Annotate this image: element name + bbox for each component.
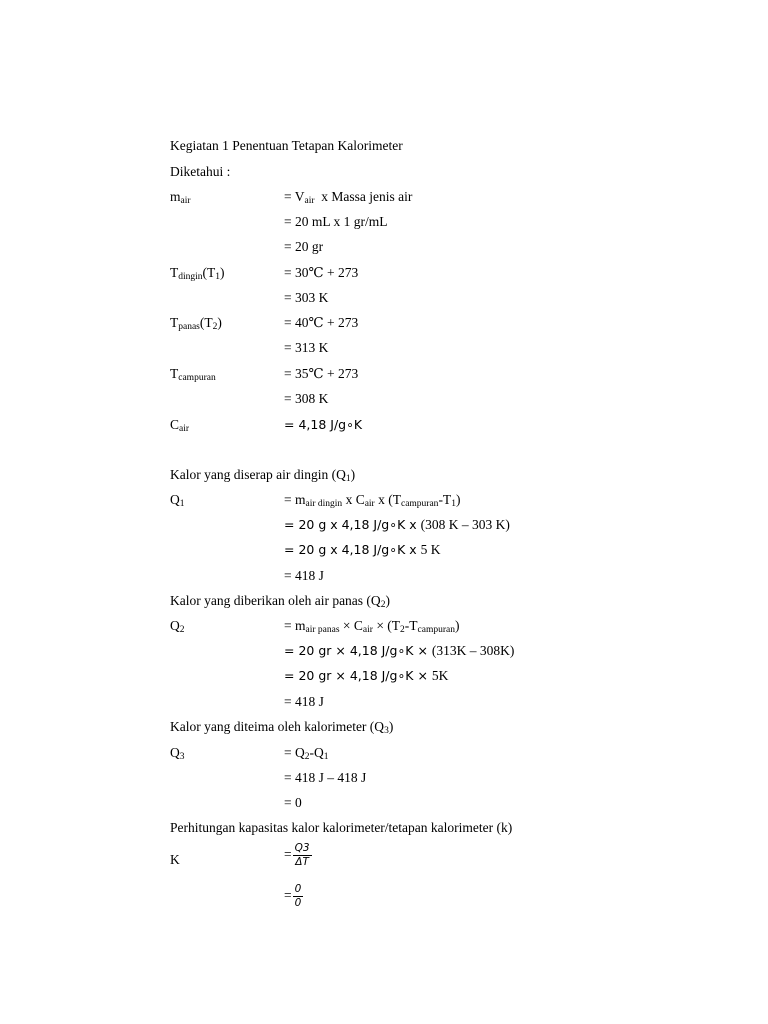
q1-eq-4: = 418 J: [284, 568, 324, 583]
known-heading: Diketahui :: [170, 164, 231, 179]
c-air-label: $C_{air}$: [170, 417, 190, 434]
q3-eq-2: = 418 J – 418 J: [284, 770, 367, 785]
m-air-label: $m_{air}$: [170, 189, 191, 206]
k-label: K: [170, 852, 180, 867]
fraction-zero-over-zero: $\frac{0}{0}$: [294, 883, 302, 909]
t-campuran-eq-2: = 308 K: [284, 391, 329, 406]
q1-eq-3: = 20 g x 4,18 J/g∘K x 5 K: [284, 542, 441, 557]
t2-label: $T_{panas}(T_2)$: [170, 315, 222, 332]
q2-eq-1: = $m_{air panas} \times C_{air} \times (T_2-T_{campuran})$: [284, 618, 460, 635]
q2-label: $Q_2$: [170, 618, 185, 635]
q2-eq-2: = 20 gr × 4,18 J/g∘K × (313K – 308K): [284, 643, 515, 658]
t-campuran-label: $T_{campuran}$: [170, 366, 216, 383]
t1-label: $T_{dingin}(T_1)$: [170, 265, 225, 282]
k-eq-2: = $\frac{0}{0}$: [284, 883, 302, 909]
t2-eq-1: = 40℃ + 273: [284, 315, 359, 330]
q1-label: $Q_1$: [170, 492, 185, 509]
q3-eq-1: = $Q_2-Q_1$: [284, 745, 329, 762]
c-air-eq-1: = 4,18 J/g∘K: [284, 417, 363, 432]
page-title: Kegiatan 1 Penentuan Tetapan Kalorimeter: [170, 138, 403, 153]
q1-eq-1: = $m_{air dingin}$ x $C_{air}$ x $(T_{campuran}-T_1)$: [284, 492, 461, 509]
t1-eq-1: = 30℃ + 273: [284, 265, 359, 280]
q1-heading: Kalor yang diserap air dingin $(Q_1)$: [170, 467, 356, 484]
t2-eq-2: = 313 K: [284, 340, 329, 355]
k-heading: Perhitungan kapasitas kalor kalorimeter/tetapan kalorimeter (k): [170, 820, 513, 835]
q2-eq-3: = 20 gr × 4,18 J/g∘K × 5K: [284, 668, 449, 683]
t-campuran-eq-1: = 35℃ + 273: [284, 366, 359, 381]
m-air-eq-2: = 20 mL x 1 gr/mL: [284, 214, 388, 229]
q3-eq-3: = 0: [284, 795, 302, 810]
m-air-eq-1: = $V_{air}$ x Massa jenis air: [284, 189, 413, 206]
q2-eq-4: = 418 J: [284, 694, 324, 709]
t1-eq-2: = 303 K: [284, 290, 329, 305]
q3-heading: Kalor yang diteima oleh kalorimeter $(Q_3)$: [170, 719, 394, 736]
m-air-eq-3: = 20 gr: [284, 239, 324, 254]
q3-label: $Q_3$: [170, 745, 185, 762]
q2-heading: Kalor yang diberikan oleh air panas $(Q_2)$: [170, 593, 390, 610]
k-eq-1: = $\frac{Q3}{\Delta T}$: [284, 842, 310, 868]
fraction-q3-over-delta-t: $\frac{Q3}{\Delta T}$: [294, 842, 310, 868]
q1-eq-2: = 20 g x 4,18 J/g∘K x (308 K – 303 K): [284, 517, 510, 532]
